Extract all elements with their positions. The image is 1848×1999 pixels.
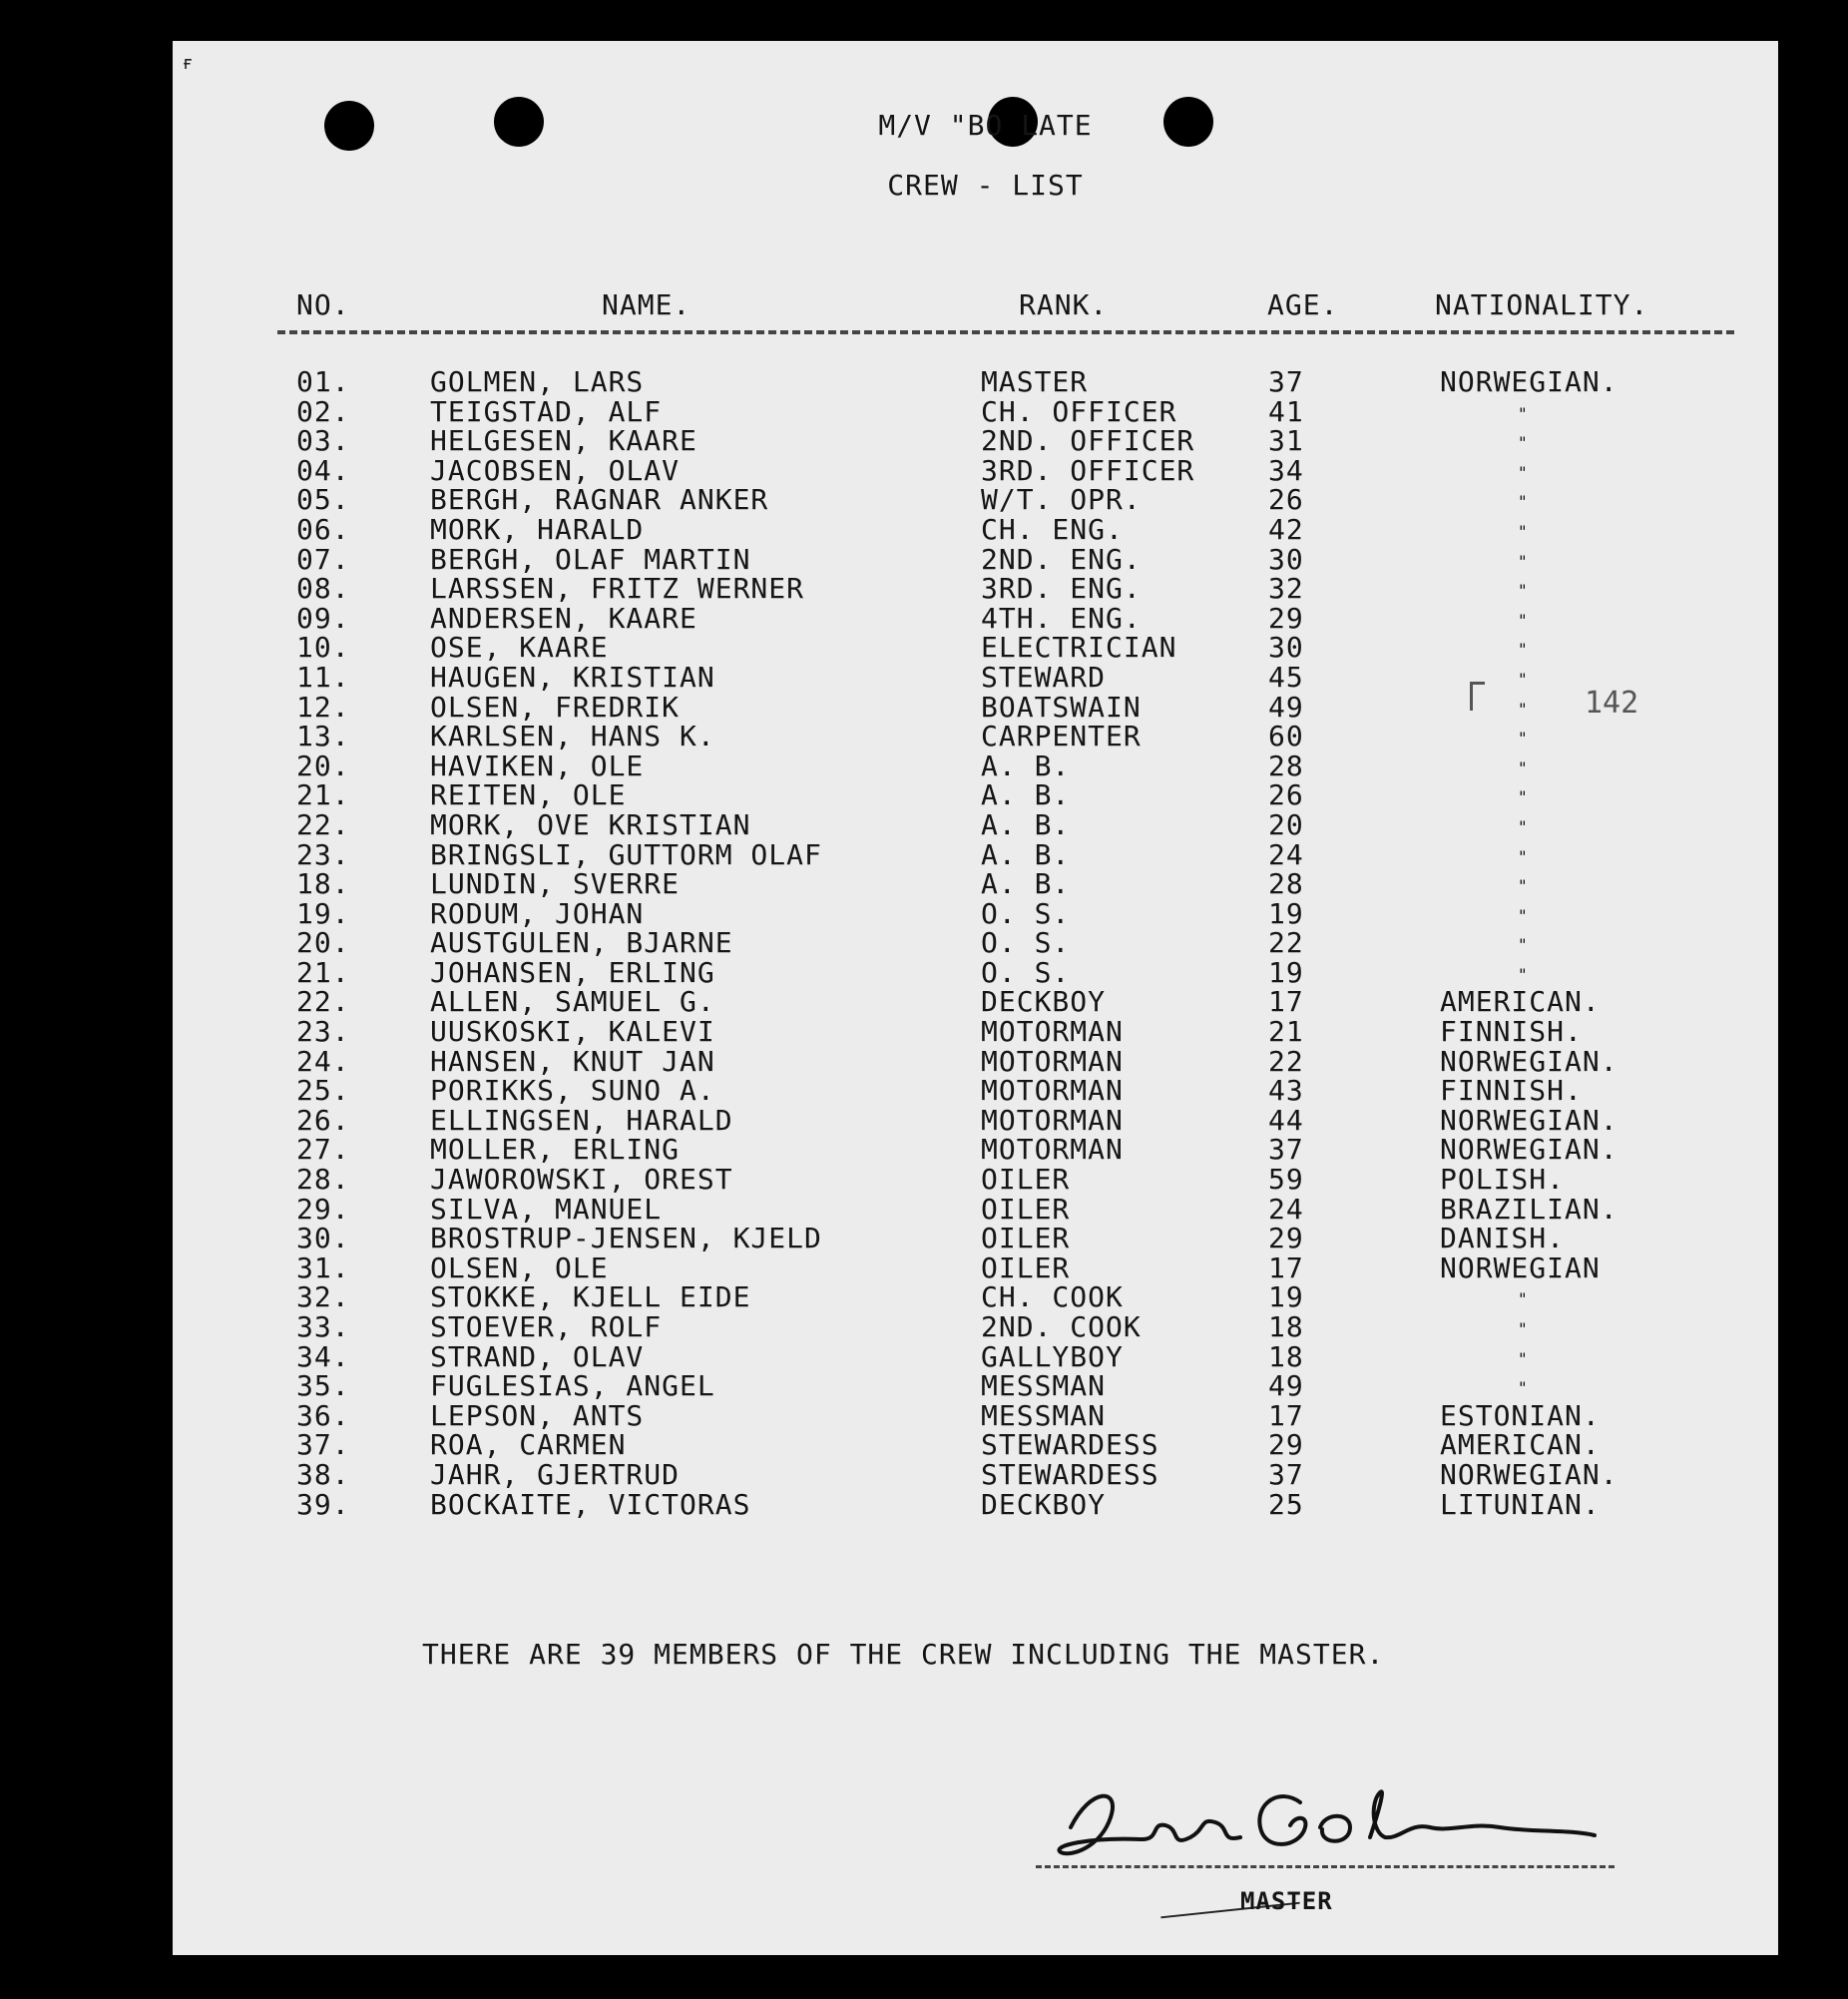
crew-nationality: " (1518, 640, 1529, 660)
crew-rank: MOTORMAN (981, 1044, 1124, 1078)
crew-age: 34 (1268, 453, 1304, 487)
crew-name: OLSEN, FREDRIK (430, 690, 681, 724)
crew-name: BROSTRUP-JENSEN, KJELD (430, 1222, 822, 1255)
crew-rank: MOTORMAN (981, 1074, 1124, 1108)
crew-number: 08. (296, 572, 350, 606)
crew-name: BOCKAITE, VICTORAS (430, 1487, 751, 1521)
crew-table (173, 367, 1778, 1519)
crew-number: 20. (296, 749, 350, 782)
crew-rank: STEWARDESS (981, 1428, 1159, 1462)
crew-age: 19 (1268, 896, 1304, 930)
crew-age: 18 (1268, 1339, 1304, 1373)
crew-age: 22 (1268, 926, 1304, 960)
crew-name: HANSEN, KNUT JAN (430, 1044, 715, 1078)
crew-number: 28. (296, 1163, 350, 1197)
table-row (173, 633, 1778, 663)
crew-rank: A. B. (981, 749, 1071, 782)
crew-rank: 2ND. COOK (981, 1310, 1142, 1343)
crew-age: 19 (1268, 955, 1304, 989)
table-row (173, 928, 1778, 958)
crew-nationality: " (1518, 964, 1529, 984)
crew-number: 29. (296, 1192, 350, 1226)
crew-number: 31. (296, 1250, 350, 1284)
crew-age: 18 (1268, 1310, 1304, 1343)
crew-age: 30 (1268, 542, 1304, 576)
crew-nationality: " (1518, 876, 1529, 896)
crew-name: JACOBSEN, OLAV (430, 453, 681, 487)
crew-nationality: " (1518, 816, 1529, 836)
crew-number: 06. (296, 512, 350, 546)
crew-age: 41 (1268, 394, 1304, 428)
crew-name: ELLINGSEN, HARALD (430, 1103, 733, 1137)
stamp-mark (1470, 682, 1485, 711)
crew-nationality: " (1518, 1348, 1529, 1368)
crew-number: 37. (296, 1428, 350, 1462)
crew-name: HELGESEN, KAARE (430, 424, 697, 458)
crew-number: 09. (296, 601, 350, 635)
crew-number: 05. (296, 483, 350, 517)
crew-nationality: NORWEGIAN. (1440, 365, 1618, 398)
crew-rank: A. B. (981, 867, 1071, 901)
crew-number: 23. (296, 1015, 350, 1049)
crew-rank: MOTORMAN (981, 1103, 1124, 1137)
crew-name: LEPSON, ANTS (430, 1398, 645, 1432)
table-row (173, 1192, 1778, 1226)
crew-age: 43 (1268, 1074, 1304, 1108)
crew-name: REITEN, OLE (430, 778, 627, 812)
crew-age: 28 (1268, 867, 1304, 901)
crew-nationality: DANISH. (1440, 1222, 1566, 1255)
crew-name: BERGH, OLAF MARTIN (430, 542, 751, 576)
crew-number: 20. (296, 926, 350, 960)
table-row (173, 1398, 1778, 1432)
crew-age: 49 (1268, 1369, 1304, 1403)
table-row (173, 1165, 1778, 1195)
crew-name: BERGH, RAGNAR ANKER (430, 483, 769, 517)
crew-nationality: AMERICAN. (1440, 985, 1601, 1019)
crew-number: 12. (296, 690, 350, 724)
table-row (173, 1371, 1778, 1401)
table-row (173, 1017, 1778, 1047)
crew-number: 07. (296, 542, 350, 576)
crew-nationality: " (1518, 729, 1529, 749)
crew-age: 30 (1268, 631, 1304, 665)
crew-age: 42 (1268, 512, 1304, 546)
crew-number: 23. (296, 837, 350, 871)
table-row (173, 542, 1778, 576)
table-row (173, 869, 1778, 899)
crew-name: PORIKKS, SUNO A. (430, 1074, 715, 1108)
crew-age: 17 (1268, 1398, 1304, 1432)
table-row (173, 1103, 1778, 1137)
crew-age: 21 (1268, 1015, 1304, 1049)
crew-rank: GALLYBOY (981, 1339, 1124, 1373)
crew-age: 26 (1268, 778, 1304, 812)
crew-summary: THERE ARE 39 MEMBERS OF THE CREW INCLUDING THE MASTER. (422, 1638, 1385, 1671)
crew-age: 24 (1268, 1192, 1304, 1226)
crew-age: 29 (1268, 601, 1304, 635)
crew-age: 49 (1268, 690, 1304, 724)
crew-nationality: NORWEGIAN. (1440, 1044, 1618, 1078)
crew-name: ALLEN, SAMUEL G. (430, 985, 715, 1019)
crew-age: 44 (1268, 1103, 1304, 1137)
crew-age: 37 (1268, 1133, 1304, 1167)
crew-age: 20 (1268, 807, 1304, 841)
page-stamp-number: 142 (1585, 686, 1639, 721)
crew-rank: MESSMAN (981, 1369, 1107, 1403)
crew-nationality: " (1518, 757, 1529, 777)
crew-rank: OILER (981, 1222, 1071, 1255)
crew-number: 24. (296, 1044, 350, 1078)
crew-nationality: BRAZILIAN. (1440, 1192, 1618, 1226)
crew-number: 35. (296, 1369, 350, 1403)
crew-age: 26 (1268, 483, 1304, 517)
crew-age: 19 (1268, 1280, 1304, 1314)
crew-name: JAWOROWSKI, OREST (430, 1163, 733, 1197)
table-row (173, 426, 1778, 456)
crew-number: 10. (296, 631, 350, 665)
crew-rank: MOTORMAN (981, 1133, 1124, 1167)
corner-mark: ғ (183, 53, 194, 74)
crew-nationality: NORWEGIAN (1440, 1250, 1601, 1284)
crew-number: 26. (296, 1103, 350, 1137)
table-row (173, 722, 1778, 751)
crew-rank: O. S. (981, 955, 1071, 989)
crew-number: 21. (296, 955, 350, 989)
table-row (173, 485, 1778, 515)
table-row (173, 1250, 1778, 1284)
table-row (173, 1312, 1778, 1342)
crew-age: 59 (1268, 1163, 1304, 1197)
crew-nationality: " (1518, 610, 1529, 630)
crew-age: 28 (1268, 749, 1304, 782)
crew-number: 03. (296, 424, 350, 458)
crew-age: 37 (1268, 365, 1304, 398)
crew-rank: CARPENTER (981, 720, 1142, 753)
crew-nationality: ESTONIAN. (1440, 1398, 1601, 1432)
table-row (173, 987, 1778, 1017)
table-row (173, 1430, 1778, 1460)
crew-number: 38. (296, 1457, 350, 1491)
crew-name: LUNDIN, SVERRE (430, 867, 681, 901)
crew-number: 33. (296, 1310, 350, 1343)
crew-age: 17 (1268, 1250, 1304, 1284)
crew-name: ROA, CARMEN (430, 1428, 627, 1462)
crew-age: 29 (1268, 1222, 1304, 1255)
crew-number: 11. (296, 660, 350, 694)
crew-rank: STEWARD (981, 660, 1107, 694)
crew-number: 32. (296, 1280, 350, 1314)
crew-number: 22. (296, 985, 350, 1019)
crew-age: 32 (1268, 572, 1304, 606)
table-row (173, 837, 1778, 871)
crew-nationality: LITUNIAN. (1440, 1487, 1601, 1521)
table-row (173, 1135, 1778, 1165)
crew-name: FUGLESIAS, ANGEL (430, 1369, 715, 1403)
table-row (173, 1457, 1778, 1491)
crew-rank: O. S. (981, 896, 1071, 930)
crew-nationality: " (1518, 846, 1529, 866)
crew-nationality: FINNISH. (1440, 1074, 1583, 1108)
crew-rank: W/T. OPR. (981, 483, 1142, 517)
crew-nationality: " (1518, 699, 1529, 719)
crew-number: 13. (296, 720, 350, 753)
crew-name: LARSSEN, FRITZ WERNER (430, 572, 805, 606)
crew-number: 30. (296, 1222, 350, 1255)
crew-name: BRINGSLI, GUTTORM OLAF (430, 837, 822, 871)
table-row (173, 1076, 1778, 1106)
crew-age: 45 (1268, 660, 1304, 694)
crew-name: JOHANSEN, ERLING (430, 955, 715, 989)
crew-rank: CH. ENG. (981, 512, 1124, 546)
crew-age: 37 (1268, 1457, 1304, 1491)
crew-nationality: NORWEGIAN. (1440, 1457, 1618, 1491)
crew-name: MORK, OVE KRISTIAN (430, 807, 751, 841)
crew-name: SILVA, MANUEL (430, 1192, 663, 1226)
crew-name: TEIGSTAD, ALF (430, 394, 663, 428)
crew-nationality: AMERICAN. (1440, 1428, 1601, 1462)
table-row (173, 896, 1778, 930)
header-divider (277, 330, 1734, 334)
signature-line (1036, 1865, 1615, 1868)
crew-name: HAUGEN, KRISTIAN (430, 660, 715, 694)
table-row (173, 1487, 1778, 1521)
crew-rank: OILER (981, 1163, 1071, 1197)
table-row (173, 660, 1778, 694)
crew-rank: ELECTRICIAN (981, 631, 1177, 665)
crew-nationality: POLISH. (1440, 1163, 1566, 1197)
header-age: AGE. (1267, 288, 1339, 321)
table-row (173, 574, 1778, 604)
crew-nationality: " (1518, 905, 1529, 925)
crew-name: KARLSEN, HANS K. (430, 720, 715, 753)
crew-rank: CH. OFFICER (981, 394, 1177, 428)
crew-name: STRAND, OLAV (430, 1339, 645, 1373)
crew-rank: 4TH. ENG. (981, 601, 1142, 635)
crew-nationality: NORWEGIAN. (1440, 1133, 1618, 1167)
crew-rank: OILER (981, 1192, 1071, 1226)
crew-name: HAVIKEN, OLE (430, 749, 645, 782)
crew-number: 01. (296, 365, 350, 398)
crew-number: 02. (296, 394, 350, 428)
vessel-name: M/V "BO LATE (878, 109, 1093, 142)
crew-nationality: " (1518, 787, 1529, 807)
crew-number: 39. (296, 1487, 350, 1521)
crew-nationality: " (1518, 1319, 1529, 1338)
crew-name: OLSEN, OLE (430, 1250, 609, 1284)
crew-number: 04. (296, 453, 350, 487)
table-row (173, 1282, 1778, 1312)
crew-name: GOLMEN, LARS (430, 365, 645, 398)
crew-number: 22. (296, 807, 350, 841)
crew-rank: MASTER (981, 365, 1089, 398)
crew-rank: 2ND. OFFICER (981, 424, 1195, 458)
table-row (173, 367, 1778, 397)
crew-rank: OILER (981, 1250, 1071, 1284)
table-row (173, 690, 1778, 724)
crew-age: 29 (1268, 1428, 1304, 1462)
document-page (173, 41, 1778, 1955)
table-row (173, 512, 1778, 546)
crew-name: MOLLER, ERLING (430, 1133, 681, 1167)
crew-name: JAHR, GJERTRUD (430, 1457, 681, 1491)
crew-name: STOEVER, ROLF (430, 1310, 663, 1343)
crew-name: AUSTGULEN, BJARNE (430, 926, 733, 960)
crew-name: OSE, KAARE (430, 631, 609, 665)
crew-name: UUSKOSKI, KALEVI (430, 1015, 715, 1049)
crew-rank: 2ND. ENG. (981, 542, 1142, 576)
crew-age: 17 (1268, 985, 1304, 1019)
crew-age: 25 (1268, 1487, 1304, 1521)
crew-rank: A. B. (981, 837, 1071, 871)
crew-name: ANDERSEN, KAARE (430, 601, 697, 635)
crew-number: 36. (296, 1398, 350, 1432)
crew-nationality: " (1518, 1289, 1529, 1309)
crew-nationality: FINNISH. (1440, 1015, 1583, 1049)
document-title: CREW - LIST (887, 169, 1084, 202)
crew-nationality: " (1518, 462, 1529, 482)
table-row (173, 394, 1778, 428)
header-no: NO. (296, 288, 350, 321)
table-row (173, 1044, 1778, 1078)
crew-number: 34. (296, 1339, 350, 1373)
crew-number: 21. (296, 778, 350, 812)
crew-nationality: NORWEGIAN. (1440, 1103, 1618, 1137)
crew-rank: BOATSWAIN (981, 690, 1142, 724)
crew-nationality: " (1518, 433, 1529, 453)
crew-rank: CH. COOK (981, 1280, 1124, 1314)
table-row (173, 601, 1778, 635)
crew-nationality: " (1518, 492, 1529, 512)
crew-rank: DECKBOY (981, 985, 1107, 1019)
crew-nationality: " (1518, 521, 1529, 541)
table-row (173, 807, 1778, 841)
crew-rank: A. B. (981, 807, 1071, 841)
crew-nationality: " (1518, 581, 1529, 601)
crew-rank: 3RD. ENG. (981, 572, 1142, 606)
header-nationality: NATIONALITY. (1435, 288, 1649, 321)
crew-nationality: " (1518, 935, 1529, 955)
crew-nationality: " (1518, 551, 1529, 571)
crew-nationality: " (1518, 1378, 1529, 1398)
crew-rank: DECKBOY (981, 1487, 1107, 1521)
crew-name: MORK, HARALD (430, 512, 645, 546)
table-row (173, 453, 1778, 487)
table-row (173, 1224, 1778, 1253)
crew-rank: 3RD. OFFICER (981, 453, 1195, 487)
crew-rank: A. B. (981, 778, 1071, 812)
header-name: NAME. (602, 288, 692, 321)
crew-nationality: " (1518, 403, 1529, 423)
crew-rank: MOTORMAN (981, 1015, 1124, 1049)
crew-number: 18. (296, 867, 350, 901)
crew-rank: MESSMAN (981, 1398, 1107, 1432)
crew-age: 60 (1268, 720, 1304, 753)
crew-number: 25. (296, 1074, 350, 1108)
crew-age: 31 (1268, 424, 1304, 458)
header-rank: RANK. (1019, 288, 1109, 321)
signature-title: MASTER (1240, 1887, 1333, 1915)
crew-rank: STEWARDESS (981, 1457, 1159, 1491)
table-row (173, 751, 1778, 781)
crew-nationality: " (1518, 669, 1529, 689)
master-signature (1051, 1767, 1610, 1887)
crew-number: 19. (296, 896, 350, 930)
crew-name: RODUM, JOHAN (430, 896, 645, 930)
crew-age: 22 (1268, 1044, 1304, 1078)
table-row (173, 780, 1778, 810)
crew-name: STOKKE, KJELL EIDE (430, 1280, 751, 1314)
table-row (173, 955, 1778, 989)
crew-number: 27. (296, 1133, 350, 1167)
crew-age: 24 (1268, 837, 1304, 871)
table-row (173, 1339, 1778, 1373)
crew-rank: O. S. (981, 926, 1071, 960)
